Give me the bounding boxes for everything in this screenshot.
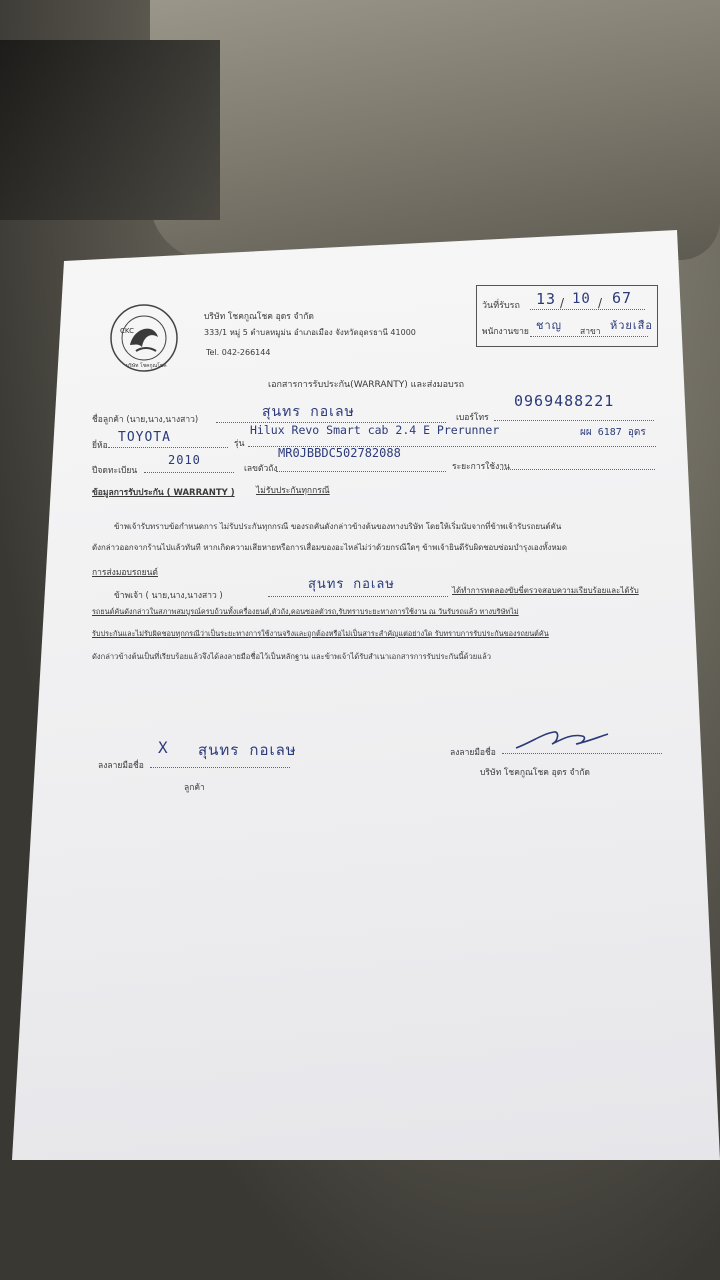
document-title: เอกสารการรับประกัน(WARRANTY) และส่งมอบรถ [268, 380, 465, 390]
paragraph2-line3: รับประกันและไม่รับผิดชอบทุกกรณีว่าเป็นระยะทางการใช้งานจริงและถูกต้องหรือไม่เป็นสาระสำคัญแต่อย่างใด รับทราบการรับประกันของรถยนต์คัน [92, 629, 549, 638]
customer-sign-value: สุนทร กอเลษ [198, 741, 297, 759]
logo-text-top: CKC [120, 327, 134, 335]
paragraph2-line1: ได้ทำการทดลองขับขี่ตรวจสอบความเรียบร้อยและได้รับ [452, 586, 639, 595]
customer-role: ลูกค้า [184, 783, 205, 793]
delivery-name: สุนทร กอเลษ [308, 577, 395, 592]
customer-sign-mark: X [158, 738, 169, 757]
customer-sign-dots [150, 767, 290, 768]
staff-label: พนักงานขาย [482, 327, 529, 337]
brand-value: TOYOTA [118, 430, 171, 445]
duration-dots [500, 469, 655, 470]
customer-value: สุนทร กอเลษ [262, 404, 355, 420]
branch-label: สาขา [580, 327, 601, 337]
date-dots [530, 309, 645, 310]
year-dots [144, 472, 234, 473]
model-label: รุ่น [234, 439, 245, 449]
paragraph2-line2: รถยนต์คันดังกล่าวในสภาพสมบูรณ์ครบถ้วนทั้งเครื่องยนต์,ตัวถัง,คอนซอลตัวรถ,รับทราบระยะทางการใช้งาน ณ วันรับรถแล้ว ทางบริษัทไม่ [92, 607, 519, 616]
delivery-name-dots [268, 596, 448, 597]
year-value: 2010 [168, 453, 201, 467]
branch-value: ห้วยเสือ [610, 319, 653, 332]
date-label: วันที่รับรถ [482, 301, 520, 311]
paragraph1-line1: ข้าพเจ้ารับทราบข้อกำหนดการ ไม่รับประกันทุกกรณี ของรถคันดังกล่าวข้างต้นของทางบริษัท โดยให้เริ่มนับจากที่ข้าพเจ้ารับรถยนต์คัน [114, 522, 562, 531]
duration-label: ระยะการใช้งาน [452, 462, 510, 472]
paragraph1-line2: ดังกล่าวออกจากร้านไปแล้วทันที หากเกิดความเสียหายหรือการเสื่อมของอะไหล่ไม่ว่าด้วยกรณีใดๆ ข้าพเจ้ายินดีรับผิดชอบซ่อมบำรุงเองทั้งหมด [92, 543, 568, 552]
company-address: 333/1 หมู่ 5 ตำบลหมูม่น อำเภอเมือง จังหวัดอุดรธานี 41000 [204, 328, 416, 337]
date-month: 10 [572, 291, 591, 307]
chassis-dots [276, 471, 446, 472]
date-separator-2: / [598, 296, 603, 310]
delivery-heading: การส่งมอบรถยนต์ [92, 568, 158, 578]
model-value: Hilux Revo Smart cab 2.4 E Prerunner [250, 423, 500, 437]
plate-value: ผผ 6187 อุดร [580, 427, 646, 438]
company-logo [106, 303, 182, 373]
phone-label: เบอร์โทร [456, 413, 489, 423]
company-phone: Tel. 042-266144 [206, 348, 271, 357]
phone-value: 0969488221 [514, 392, 615, 410]
paragraph2-line4: ดังกล่าวข้างต้นเป็นที่เรียบร้อยแล้วจึงได้ลงลายมือชื่อไว้เป็นหลักฐาน และข้าพเจ้าได้รับสำเนาเอกสารการรับประกันนี้ด้วยแล้ว [92, 652, 492, 661]
date-separator: / [560, 296, 565, 310]
company-name: บริษัท โชคกูณโชค อุดร จำกัด [204, 312, 314, 322]
warranty-heading-value: ไม่รับประกันทุกกรณี [256, 486, 330, 496]
warranty-heading: ข้อมูลการรับประกัน ( WARRANTY ) [92, 488, 235, 498]
company-role: บริษัท โชคกูณโชค อุดร จำกัด [480, 768, 590, 778]
staff-dots [530, 336, 648, 337]
phone-dots [494, 420, 654, 421]
date-day: 13 [536, 290, 557, 308]
staff-value: ชาญ [536, 319, 563, 332]
delivery-intro: ข้าพเจ้า ( นาย,นาง,นางสาว ) [114, 591, 223, 601]
chassis-value: MR0JBBDC502782088 [278, 446, 401, 460]
chassis-label: เลขตัวถัง [244, 464, 278, 474]
year-label: ปีจดทะเบียน [92, 466, 138, 476]
brand-label: ยี่ห้อ [92, 441, 108, 451]
customer-sign-label: ลงลายมือชื่อ [98, 761, 144, 771]
customer-label: ชื่อลูกค้า (นาย,นาง,นางสาว) [92, 415, 199, 425]
brand-dots [108, 447, 228, 448]
company-signature-mark [512, 724, 612, 754]
logo-text-bottom: บริษัท โชคกูณโชค [126, 363, 167, 369]
company-sign-label: ลงลายมือชื่อ [450, 748, 496, 758]
date-year: 67 [612, 289, 633, 307]
